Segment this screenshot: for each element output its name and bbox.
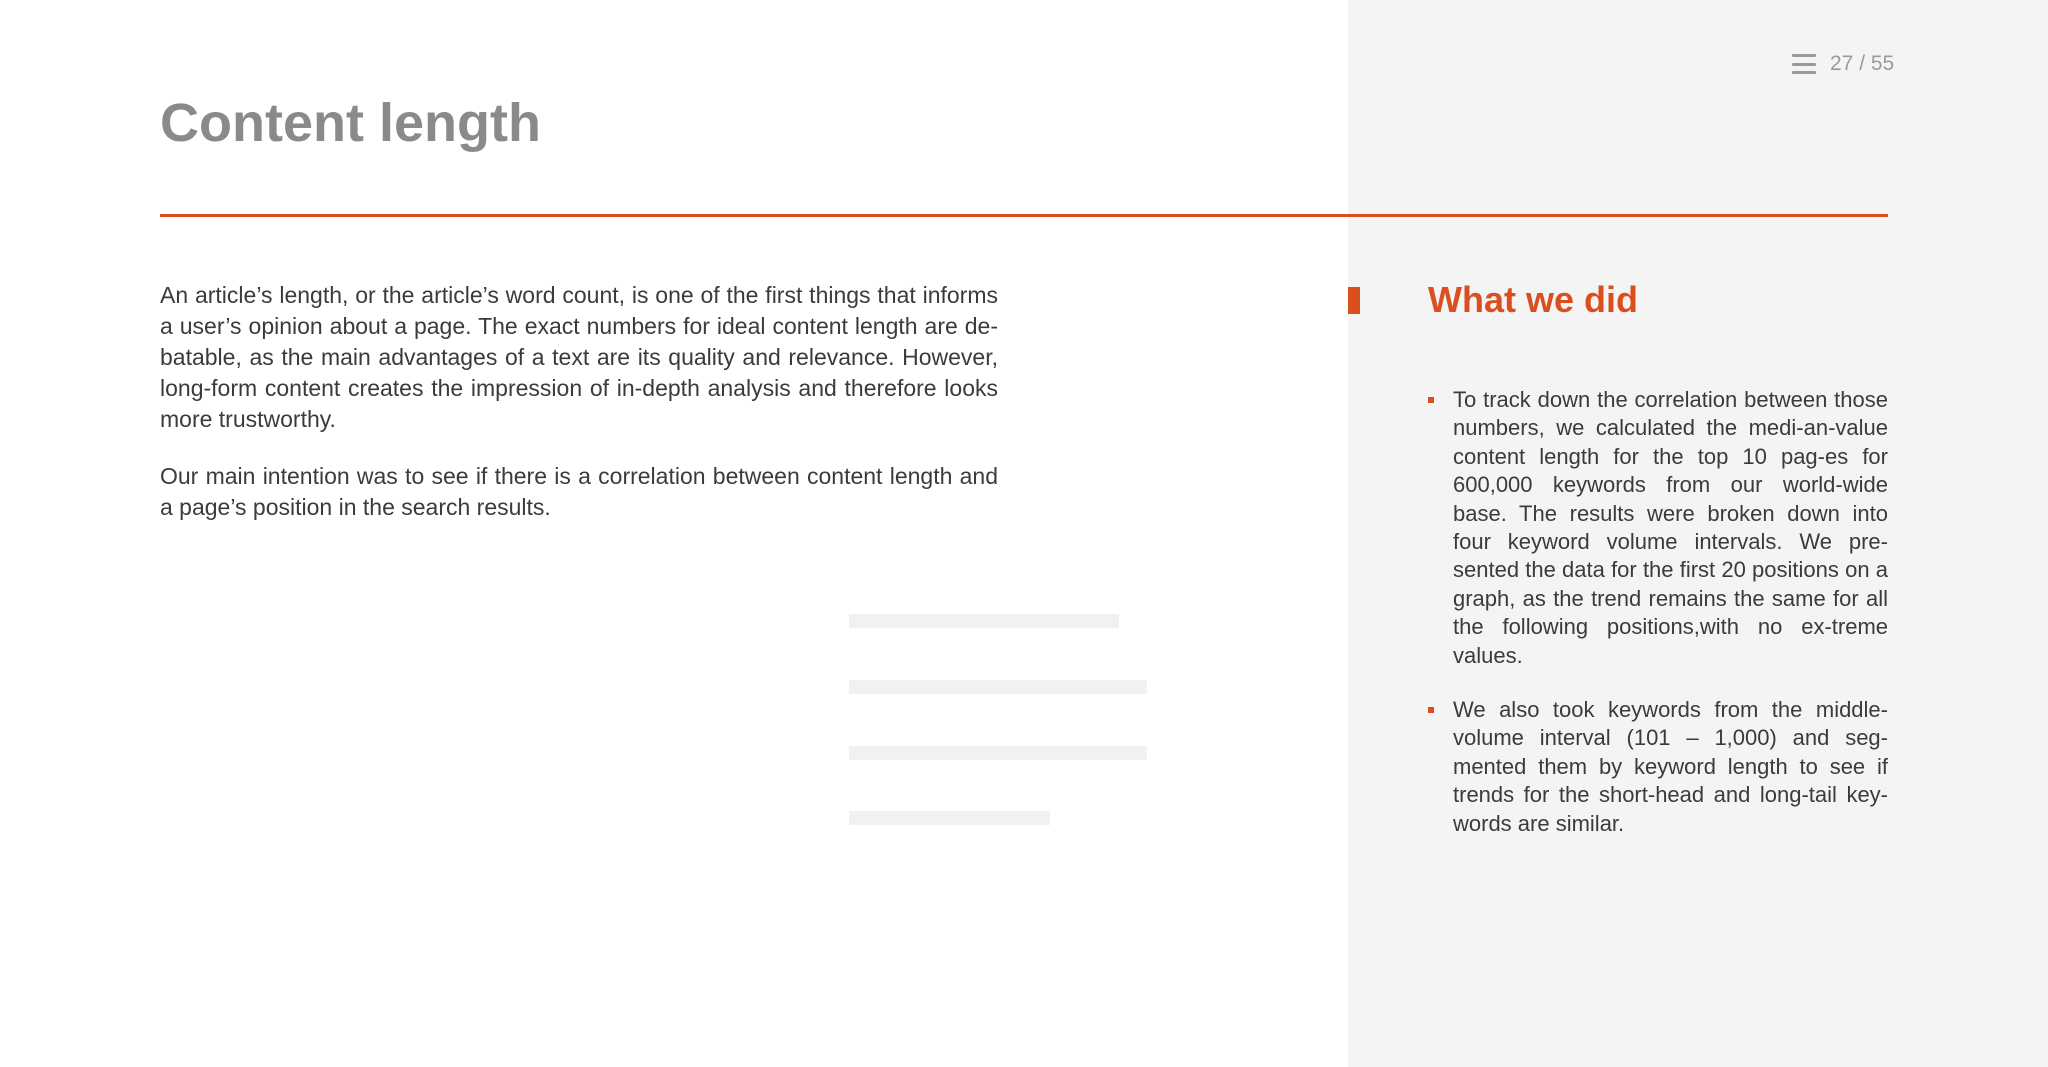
list-item [1428, 386, 1888, 670]
sidebar-bullet-list [1428, 386, 1888, 864]
list-item [1428, 696, 1888, 838]
page-navigation [1792, 52, 1894, 76]
page-title: Content length [160, 93, 541, 153]
intro-paragraph: An article’s length, or the article’s word count, is one of the first things that informs a user’s opinion about a page. The exact numbers for ideal content length are de-batable, as the main advantages of a text are its quality and relevance. However, long-form content creates the impression of in-depth analysis and therefore looks more trustworthy. [160, 282, 998, 432]
section-marker [1348, 287, 1360, 314]
loading-placeholder-line [849, 811, 1050, 825]
intention-paragraph: Our main intention was to see if there is a correlation between content length and a page’s position in the search results. [160, 463, 998, 520]
loading-placeholder-line [849, 746, 1147, 760]
list-item-text: We also took keywords from the middle-volume interval (101 – 1,000) and seg-mented them by keyword length to see if trends for the short-head and long-tail key-words are similar. [1453, 697, 1888, 836]
page-counter-text: 27 / 55 [1830, 52, 1895, 75]
sidebar-heading: What we did [1428, 279, 1638, 320]
bullet-square-icon [1428, 707, 1434, 713]
list-item-text: To track down the correlation between those numbers, we calculated the medi-an-value content length for the top 10 pag-es for 600,000 keywords from our world-wide base. The results were broken down into four keyword volume intervals. We pre-sented the data for the first 20 positions on a graph, as the trend remains the same for all the following positions,with no ex-treme values. [1453, 387, 1888, 668]
hamburger-menu-icon[interactable] [1792, 54, 1816, 74]
bullet-square-icon [1428, 397, 1434, 403]
loading-placeholder-line [849, 614, 1119, 628]
loading-placeholder-line [849, 680, 1147, 694]
main-text [160, 280, 998, 549]
title-divider [160, 214, 1888, 217]
